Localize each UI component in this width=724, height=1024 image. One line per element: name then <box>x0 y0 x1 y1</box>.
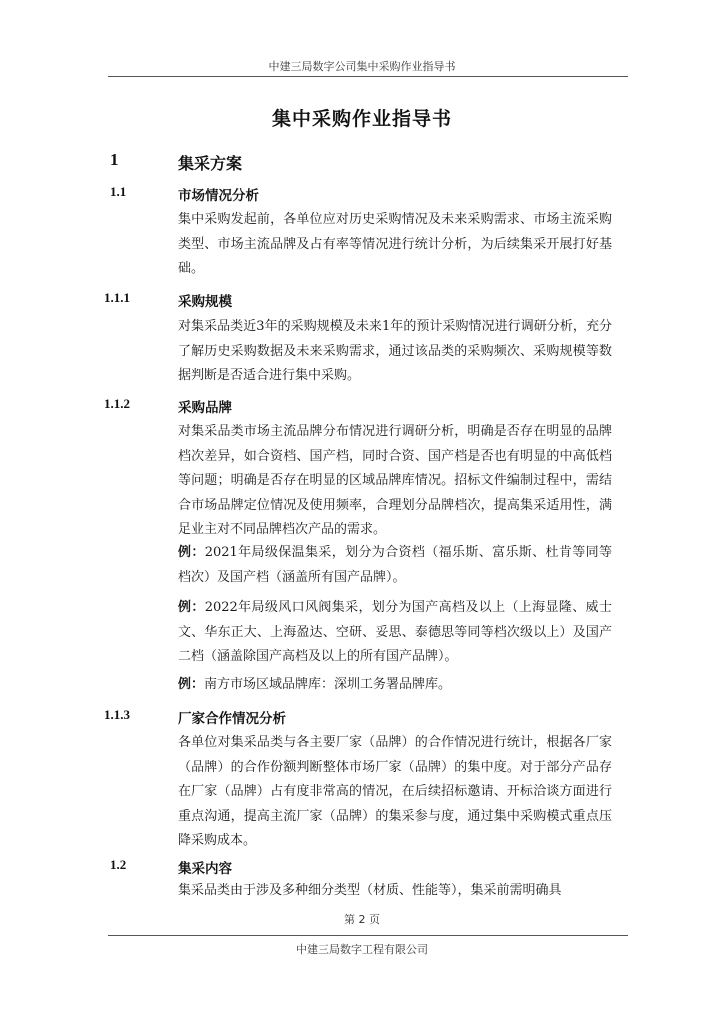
section-1-1-number: 1.1 <box>110 184 127 199</box>
section-1-1-title: 市场情况分析 <box>178 188 259 204</box>
section-1-title: 集采方案 <box>178 154 243 173</box>
document-title: 集中采购作业指导书 <box>271 108 452 130</box>
example-text: 2022年局级风口风阀集采，划分为国产高档及以上（上海显隆、威士文、华东正大、上海盈达、空研、妥思、泰德思等同等档次级以上）及国产二档（涵盖除国产高档及以上的所有国产品牌）。 <box>178 600 612 664</box>
example-label: 例： <box>178 677 205 692</box>
section-1-1-paragraph: 集中采购发起前，各单位应对历史采购情况及未来采购需求、市场主流采购类型、市场主流品牌及占有率等情况进行统计分析，为后续集采开展打好基础。 <box>178 212 612 276</box>
section-1-1-1-paragraph: 对集采品类近3年的采购规模及未来1年的预计采购情况进行调研分析，充分了解历史采购数据及未来采购需求，通过该品类的采购频次、采购规模等数据判断是否适合进行集中采购。 <box>178 319 612 383</box>
section-1-2-number: 1.2 <box>110 857 127 872</box>
section-1-1-3-paragraph: 各单位对集采品类与各主要厂家（品牌）的合作情况进行统计，根据各厂家（品牌）的合作份额判断整体市场厂家（品牌）的集中度。对于部分产品存在厂家（品牌）占有度非常高的情况，在后续招标邀请、开标洽谈方面进行重点沟通，提高主流厂家（品牌）的集采参与度，通过集中采购模式重点压降采购成本。 <box>178 735 612 848</box>
example-paragraph <box>178 673 612 698</box>
section-1-2-title: 集采内容 <box>178 861 232 877</box>
section-1-1-2-number: 1.1.2 <box>104 396 130 411</box>
section-1-number: 1 <box>110 150 119 169</box>
example-paragraph <box>178 596 612 670</box>
header-divider <box>108 76 628 77</box>
section-1-1-3-number: 1.1.3 <box>104 707 130 722</box>
header-text: 中建三局数字公司集中采购作业指导书 <box>268 60 456 73</box>
section-1-1-1-number: 1.1.1 <box>104 290 130 305</box>
section-1-1-2-paragraph: 对集采品类市场主流品牌分布情况进行调研分析，明确是否存在明显的品牌档次差异，如合资档、国产档，同时合资、国产档是否也有明显的中高低档等问题；明确是否存在明显的区域品牌库情况。招标文件编制过程中，需结合市场品牌定位情况及使用频率，合理划分品牌档次，提高集采适用性，满足业主对不同品牌档次产品的需求。 <box>178 424 612 537</box>
section-1-1-1-title: 采购规模 <box>178 294 232 310</box>
example-text: 南方市场区域品牌库：深圳工务署品牌库。 <box>204 677 452 692</box>
page-number: 第 2 页 <box>344 913 380 926</box>
example-label: 例： <box>178 600 205 615</box>
footer-company: 中建三局数字工程有限公司 <box>296 943 428 956</box>
section-1-1-3-title: 厂家合作情况分析 <box>178 711 286 727</box>
footer-divider <box>108 935 628 936</box>
example-text: 2021年局级保温集采，划分为合资档（福乐斯、富乐斯、杜肯等同等档次）及国产档（涵盖所有国产品牌）。 <box>178 545 612 585</box>
section-1-1-2-title: 采购品牌 <box>178 400 232 416</box>
example-paragraph <box>178 541 612 590</box>
section-1-2-paragraph: 集采品类由于涉及多种细分类型（材质、性能等），集采前需明确具 <box>178 883 562 898</box>
example-label: 例： <box>178 545 205 560</box>
